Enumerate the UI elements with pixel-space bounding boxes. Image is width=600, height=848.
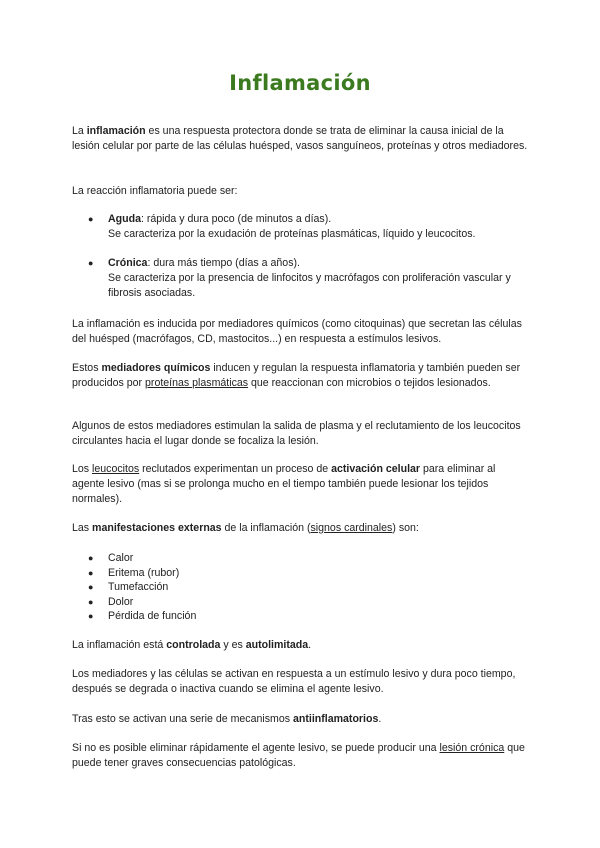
text: es una respuesta protectora donde se trata de eliminar la causa inicial de la lesión celular por parte de las células huésped, vasos sanguíneos, proteínas y otros mediadores. — [72, 125, 528, 152]
text: Se caracteriza por la presencia de linfocitos y macrófagos con proliferación vascular y fibrosis asociadas. — [108, 271, 511, 299]
bullet-icon: ● — [88, 568, 94, 578]
text: para eliminar al agente lesivo (mas si se prolonga mucho en el tiempo también puede lesionar los tejidos normales). — [72, 463, 496, 505]
text: que puede tener graves consecuencias patológicas. — [72, 742, 525, 769]
text: inducen y regulan la respuesta inflamatoria y también pueden ser producidos por — [72, 362, 521, 389]
bullet-icon: ● — [88, 258, 94, 268]
underlined-term: signos cardinales — [310, 522, 393, 534]
text: Se caracteriza por la exudación de proteínas plasmáticas, líquido y leucocitos. — [108, 227, 476, 240]
text: La inflamación está — [72, 639, 167, 651]
bold-term: mediadores químicos — [101, 362, 211, 374]
bold-term: manifestaciones externas — [92, 522, 222, 534]
bullet-icon: ● — [88, 214, 94, 224]
underlined-term: lesión crónica — [439, 742, 505, 754]
text: Dolor — [108, 596, 134, 608]
some-paragraph: Algunos de estos mediadores estimulan la salida de plasma y el reclutamiento de los leucocitos circulantes hacia el lugar donde se focaliza la lesión. — [72, 420, 521, 447]
bold-term: inflamación — [86, 125, 146, 137]
leukocytes-paragraph — [72, 462, 530, 506]
bold-term: controlada — [166, 639, 221, 651]
text: de la inflamación ( — [221, 522, 311, 534]
chronic-paragraph — [72, 741, 530, 771]
reaction-paragraph: La reacción inflamatoria puede ser: — [72, 185, 238, 197]
underlined-term: proteínas plasmáticas — [145, 376, 249, 389]
text: : rápida y dura poco (de minutos a días). — [140, 213, 332, 225]
text: Tras esto se activan una serie de mecanismos — [72, 713, 293, 725]
underlined-term: leucocitos — [92, 463, 140, 475]
controlled-paragraph — [72, 638, 530, 653]
bullet-icon: ● — [88, 582, 94, 592]
text: reclutados experimentan un proceso de — [139, 463, 332, 475]
activated-paragraph: Los mediadores y las células se activan en respuesta a un estímulo lesivo y dura poco tiempo, después se degrada o inactiva cuando se elimina el agente lesivo. — [72, 668, 516, 695]
text: Tumefacción — [108, 581, 169, 593]
text: Si no es posible eliminar rápidamente el agente lesivo, se puede producir una — [72, 742, 440, 754]
intro-paragraph — [72, 124, 530, 154]
bold-term: Crónica — [108, 257, 148, 269]
text: Eritema (rubor) — [108, 567, 180, 579]
bold-term: Aguda — [108, 213, 141, 225]
list-item — [88, 580, 528, 595]
text: Los — [72, 463, 93, 475]
bullet-icon: ● — [88, 553, 94, 563]
manifestations-paragraph — [72, 521, 530, 536]
after-paragraph — [72, 712, 530, 727]
list-item — [88, 566, 528, 581]
text: . — [308, 639, 312, 651]
text: Estos — [72, 362, 102, 374]
list-item — [88, 256, 528, 300]
text: y es — [220, 639, 246, 651]
text: ) son: — [392, 522, 419, 534]
bold-term: activación celular — [331, 463, 421, 475]
bold-term: autolimitada — [245, 639, 309, 651]
text: que reaccionan con microbios o tejidos lesionados. — [248, 376, 491, 389]
induced-paragraph: La inflamación es inducida por mediadores químicos (como citoquinas) que secretan las células del huésped (macrófagos, CD, mastocitos...) en respuesta a estímulos lesivos. — [72, 318, 522, 345]
text: Las — [72, 522, 93, 534]
list-item — [88, 551, 528, 566]
text: La — [72, 125, 87, 137]
text: Pérdida de función — [108, 610, 197, 622]
text: . — [378, 713, 382, 725]
bullet-icon: ● — [88, 611, 94, 621]
mediators-paragraph — [72, 361, 530, 391]
page-title: Inflamación — [229, 71, 371, 95]
bullet-icon: ● — [88, 597, 94, 607]
list-item — [88, 609, 528, 624]
bold-term: antiinflamatorios — [293, 713, 379, 725]
list-item — [88, 212, 528, 242]
text: Calor — [108, 552, 134, 564]
list-item — [88, 595, 528, 610]
text: : dura más tiempo (días a años). — [147, 257, 300, 269]
